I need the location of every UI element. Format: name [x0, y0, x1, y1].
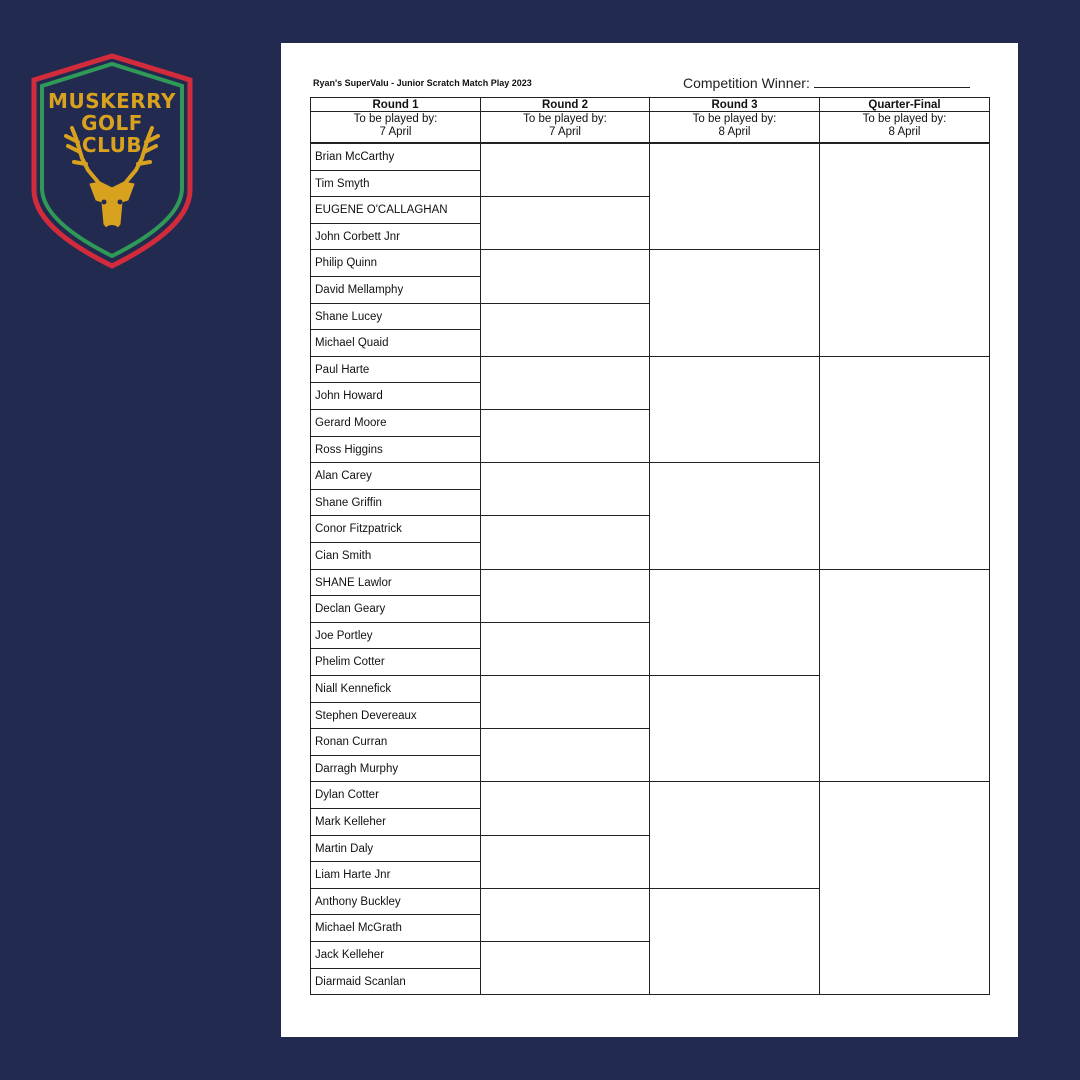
- winner-blank-line: [814, 75, 970, 88]
- column-header-1: Round 1: [310, 97, 481, 112]
- column-deadline-2: [480, 112, 650, 143]
- round-2-slot: [480, 835, 650, 889]
- column-deadline-4: [819, 112, 990, 143]
- round-3-slot: [649, 781, 820, 888]
- round-3-slot: [649, 462, 820, 569]
- player-slot: Niall Kennefick: [310, 675, 481, 703]
- round-4-slot: [819, 356, 990, 570]
- competition-winner: [683, 75, 970, 91]
- competition-title: Ryan's SuperValu - Junior Scratch Match Play 2023: [313, 78, 532, 88]
- round-2-slot: [480, 249, 650, 303]
- shield-icon: [28, 52, 196, 270]
- player-slot: Joe Portley: [310, 622, 481, 650]
- logo-line-3: CLUB: [81, 133, 143, 157]
- round-4-slot: [819, 569, 990, 783]
- deadline-date: 8 April: [718, 126, 751, 138]
- round-2-slot: [480, 888, 650, 942]
- column-header-4: Quarter-Final: [819, 97, 990, 112]
- player-slot: Stephen Devereaux: [310, 702, 481, 730]
- round-4-slot: [819, 781, 990, 995]
- player-slot: Paul Harte: [310, 356, 481, 384]
- deadline-label: To be played by:: [862, 113, 947, 125]
- round-2-slot: [480, 569, 650, 623]
- round-2-slot: [480, 622, 650, 676]
- player-slot: Declan Geary: [310, 595, 481, 623]
- player-slot: Tim Smyth: [310, 170, 481, 198]
- player-slot: John Howard: [310, 382, 481, 410]
- round-2-slot: [480, 515, 650, 569]
- player-slot: Jack Kelleher: [310, 941, 481, 969]
- round-3-slot: [649, 356, 820, 463]
- round-2-slot: [480, 143, 650, 197]
- round-2-slot: [480, 462, 650, 516]
- column-deadline-3: [649, 112, 820, 143]
- round-2-slot: [480, 675, 650, 729]
- player-slot: Michael McGrath: [310, 914, 481, 942]
- player-slot: Conor Fitzpatrick: [310, 515, 481, 543]
- player-slot: Michael Quaid: [310, 329, 481, 357]
- round-2-slot: [480, 941, 650, 995]
- round-3-slot: [649, 249, 820, 356]
- player-slot: Shane Lucey: [310, 303, 481, 331]
- round-2-slot: [480, 781, 650, 835]
- player-slot: Gerard Moore: [310, 409, 481, 437]
- round-2-slot: [480, 303, 650, 357]
- player-slot: SHANE Lawlor: [310, 569, 481, 597]
- player-slot: Martin Daly: [310, 835, 481, 863]
- player-slot: John Corbett Jnr: [310, 223, 481, 251]
- player-slot: Philip Quinn: [310, 249, 481, 277]
- player-slot: Mark Kelleher: [310, 808, 481, 836]
- player-slot: Liam Harte Jnr: [310, 861, 481, 889]
- player-slot: Alan Carey: [310, 462, 481, 490]
- bracket-grid: [310, 97, 990, 994]
- round-2-slot: [480, 728, 650, 782]
- round-3-slot: [649, 569, 820, 676]
- deadline-date: 7 April: [549, 126, 581, 138]
- player-slot: EUGENE O'CALLAGHAN: [310, 196, 481, 224]
- player-slot: Ross Higgins: [310, 436, 481, 464]
- club-logo: [28, 52, 196, 270]
- round-2-slot: [480, 196, 650, 250]
- player-slot: Darragh Murphy: [310, 755, 481, 783]
- player-slot: Ronan Curran: [310, 728, 481, 756]
- player-slot: Brian McCarthy: [310, 143, 481, 171]
- logo-line-2: GOLF: [81, 111, 143, 135]
- column-header-3: Round 3: [649, 97, 820, 112]
- player-slot: Dylan Cotter: [310, 781, 481, 809]
- player-slot: Shane Griffin: [310, 489, 481, 517]
- deadline-date: 8 April: [888, 126, 921, 138]
- round-3-slot: [649, 143, 820, 250]
- round-2-slot: [480, 409, 650, 463]
- deadline-label: To be played by:: [523, 113, 607, 125]
- winner-label: Competition Winner:: [683, 75, 810, 91]
- logo-line-1: MUSKERRY: [48, 89, 176, 113]
- deadline-date: 7 April: [379, 126, 412, 138]
- round-4-slot: [819, 143, 990, 357]
- player-slot: Phelim Cotter: [310, 648, 481, 676]
- column-deadline-1: [310, 112, 481, 143]
- deadline-label: To be played by:: [353, 113, 438, 125]
- player-slot: Anthony Buckley: [310, 888, 481, 916]
- round-3-slot: [649, 675, 820, 782]
- player-slot: David Mellamphy: [310, 276, 481, 304]
- column-header-2: Round 2: [480, 97, 650, 112]
- player-slot: Cian Smith: [310, 542, 481, 570]
- round-3-slot: [649, 888, 820, 995]
- round-2-slot: [480, 356, 650, 410]
- deadline-label: To be played by:: [692, 113, 777, 125]
- player-slot: Diarmaid Scanlan: [310, 968, 481, 996]
